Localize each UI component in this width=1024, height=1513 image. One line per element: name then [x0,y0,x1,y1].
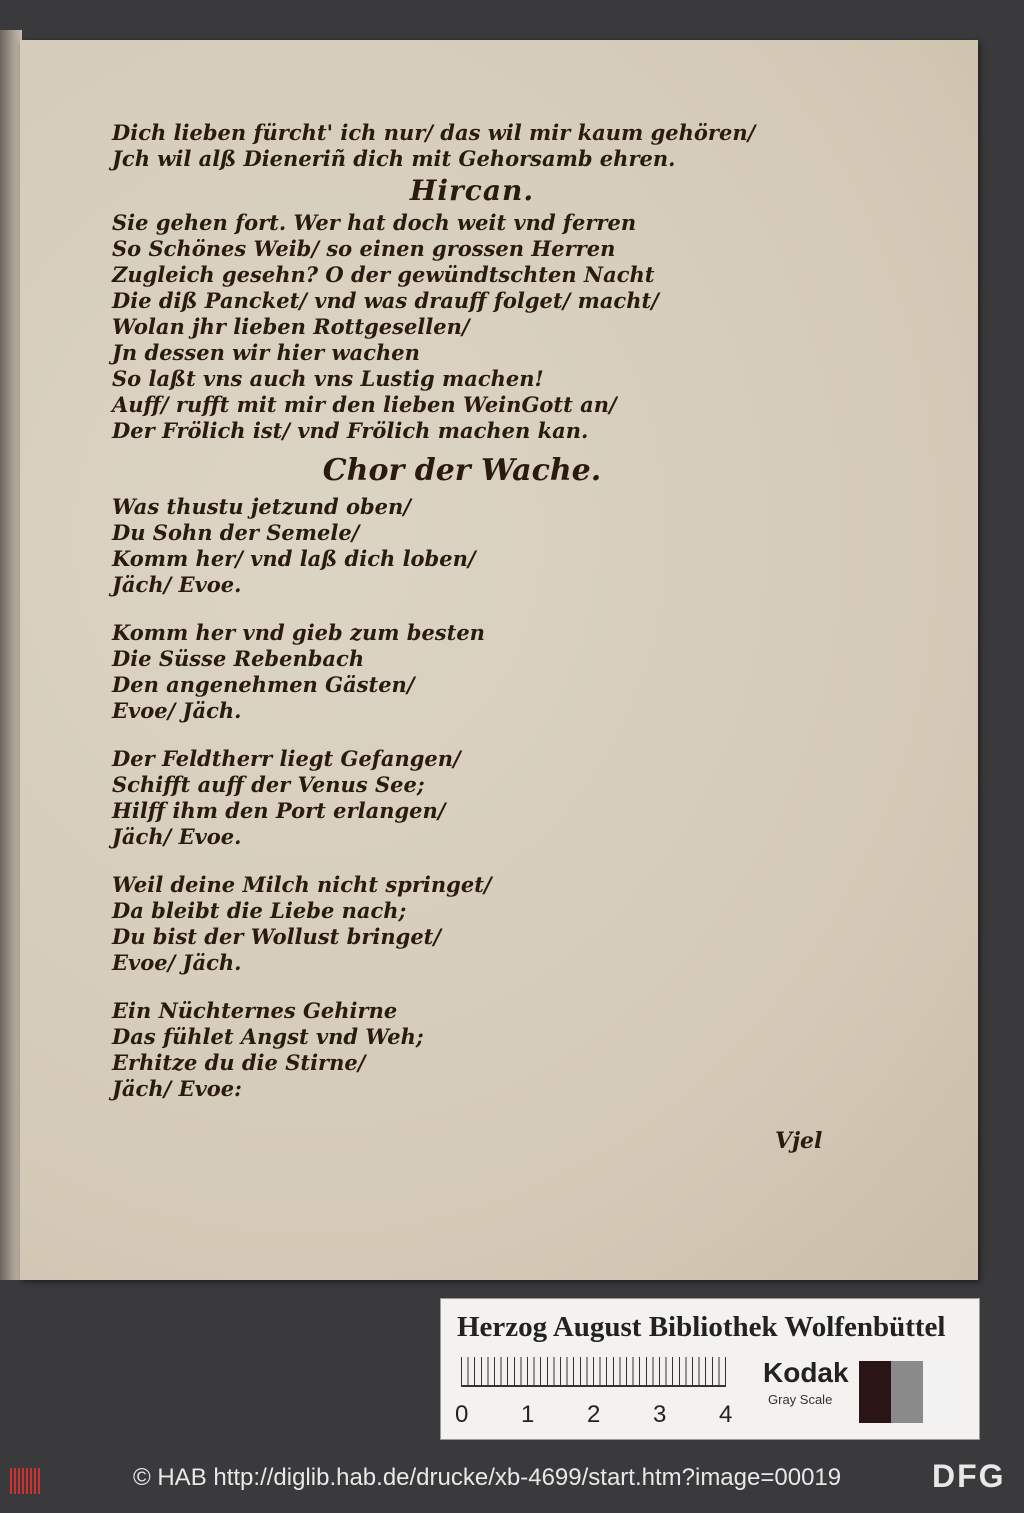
chorus-heading: Chor der Wache. [322,453,602,488]
text-line: Du bist der Wollust bringet/ [112,924,442,949]
text-line: Die Süsse Rebenbach [112,646,365,671]
text-line: Die diß Pancket/ vnd was drauff folget/ macht/ [112,288,659,313]
hab-barcode-icon [10,1468,40,1494]
page-text [112,120,772,1124]
text-line: Du Sohn der Semele/ [112,520,360,545]
chorus-stanzas [112,494,772,1102]
speaker-name: Hircan. [409,174,535,207]
text-line: Komm her vnd gieb zum besten [112,620,485,645]
book-spine-edge [0,30,22,1280]
text-line: Der Frölich ist/ vnd Frölich machen kan. [112,418,589,443]
gray-patch-dark [859,1361,891,1423]
speech-lines [112,210,772,444]
catchword: Vjel [775,1128,823,1154]
text-line: Hilff ihm den Port erlangen/ [112,798,446,823]
text-line: Jäch/ Evoe: [112,1076,242,1101]
ruler-number: 4 [719,1401,733,1428]
ruler-scale [461,1357,726,1387]
gray-patch-light [923,1361,955,1423]
text-line: Weil deine Milch nicht springet/ [112,872,492,897]
kodak-brand: Kodak [763,1357,849,1388]
text-line: Was thustu jetzund oben/ [112,494,411,519]
footer-url[interactable]: © HAB http://diglib.hab.de/drucke/xb-4699/start.htm?image=00019 [133,1464,842,1491]
text-line: Jäch/ Evoe. [112,824,242,849]
footer-bar [0,1440,1024,1513]
text-line: Jch wil alß Dieneriñ dich mit Gehorsamb ehren. [112,146,676,171]
text-line: So laßt vns auch vns Lustig machen! [112,366,544,391]
text-line: Dich lieben fürcht' ich nur/ das wil mir kaum gehören/ [112,120,756,145]
opening-lines [112,120,772,172]
gray-scale-label: Gray Scale [768,1392,833,1407]
gray-patch-mid [891,1361,923,1423]
ruler-number: 3 [653,1401,667,1428]
stanza [112,872,772,976]
text-line: Auff/ rufft mit mir den lieben WeinGott an/ [112,392,617,417]
library-name: Herzog August Bibliothek Wolfenbüttel [457,1311,946,1343]
bleed-through-text [780,110,990,1230]
ruler-number: 0 [455,1401,469,1428]
stanza [112,620,772,724]
text-line: Jn dessen wir hier wachen [112,340,420,365]
text-line: Schifft auff der Venus See; [112,772,425,797]
text-line: Erhitze du die Stirne/ [112,1050,366,1075]
text-line: Da bleibt die Liebe nach; [112,898,407,923]
text-line: Den angenehmen Gästen/ [112,672,415,697]
text-line: Jäch/ Evoe. [112,572,242,597]
stanza [112,494,772,598]
text-line: Sie gehen fort. Wer hat doch weit vnd ferren [112,210,637,235]
ruler-number: 2 [587,1401,601,1428]
text-line: Der Feldtherr liegt Gefangen/ [112,746,461,771]
color-target-card [440,1298,980,1440]
text-line: Komm her/ vnd laß dich loben/ [112,546,476,571]
text-line: So Schönes Weib/ so einen grossen Herren [112,236,616,261]
text-line: Zugleich gesehn? O der gewündtschten Nacht [112,262,655,287]
text-line: Ein Nüchternes Gehirne [112,998,398,1023]
text-line: Evoe/ Jäch. [112,698,242,723]
text-line: Wolan jhr lieben Rottgesellen/ [112,314,470,339]
dfg-logo: DFG [932,1458,1006,1494]
ruler-numbers [455,1401,745,1431]
stanza [112,998,772,1102]
text-line: Evoe/ Jäch. [112,950,242,975]
text-line: Das fühlet Angst vnd Weh; [112,1024,424,1049]
stanza [112,746,772,850]
ruler-number: 1 [521,1401,535,1428]
